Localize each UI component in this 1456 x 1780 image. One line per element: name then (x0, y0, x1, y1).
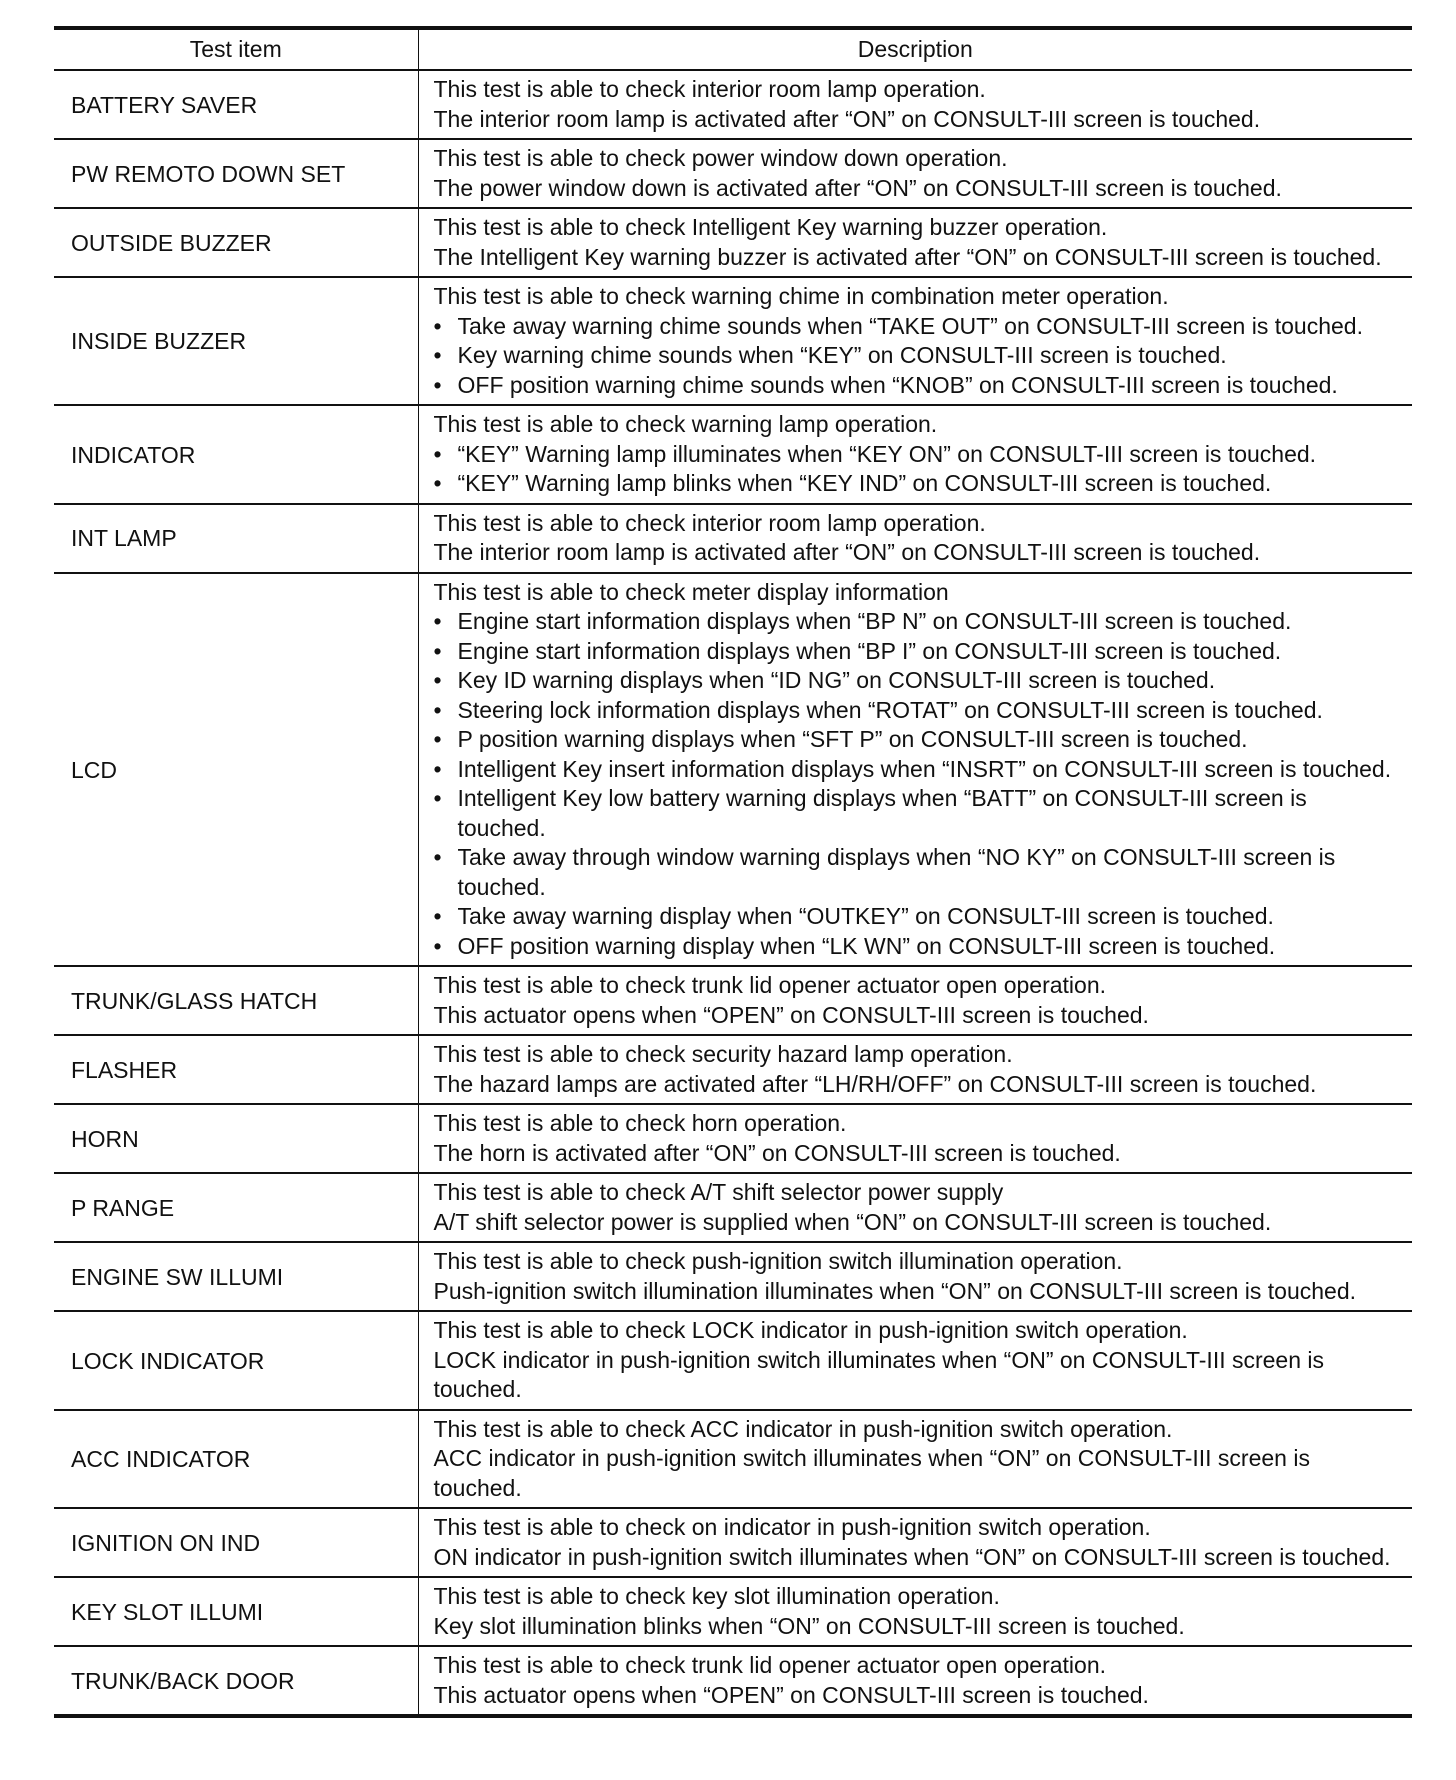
test-item-cell: LOCK INDICATOR (54, 1311, 418, 1410)
description-bullet: • Steering lock information displays when “ROTAT” on CONSULT-III screen is touched. (434, 696, 1407, 726)
test-item-cell: ENGINE SW ILLUMI (54, 1242, 418, 1311)
description-line: This test is able to check horn operation. (433, 1110, 847, 1136)
description-bullet: • Take away warning chime sounds when “TAKE OUT” on CONSULT-III screen is touched. (434, 312, 1407, 342)
description-line: This test is able to check ACC indicator in push-ignition switch operation. (433, 1415, 1173, 1442)
description-line: This test is able to check push-ignition switch illumination operation. (433, 1248, 1123, 1274)
table-row (54, 1311, 1412, 1410)
test-item-cell: INT LAMP (54, 504, 418, 573)
description-cell (418, 405, 1412, 504)
table-row (54, 1173, 1412, 1242)
test-item-cell: PW REMOTO DOWN SET (54, 139, 418, 208)
description-line: The horn is activated after “ON” on CONSULT-III screen is touched. (433, 1139, 1121, 1166)
description-cell (418, 1242, 1412, 1311)
table-row (54, 70, 1412, 139)
description-line: The power window down is activated after “ON” on CONSULT-III screen is touched. (433, 174, 1282, 201)
description-cell (418, 1035, 1412, 1104)
table-row (54, 1646, 1412, 1716)
description-bullet: • Engine start information displays when “BP I” on CONSULT-III screen is touched. (434, 637, 1407, 667)
description-line: touched. (433, 1376, 522, 1402)
description-bullet: • OFF position warning chime sounds when “KNOB” on CONSULT-III screen is touched. (434, 371, 1407, 401)
description-line: ON indicator in push-ignition switch illuminates when “ON” on CONSULT-III screen is touched. (433, 1543, 1391, 1570)
test-item-cell: FLASHER (54, 1035, 418, 1104)
header-test-item: Test item (54, 28, 418, 70)
test-item-cell: ACC INDICATOR (54, 1410, 418, 1509)
description-cell (418, 277, 1412, 405)
table-row (54, 1104, 1412, 1173)
description-line: This actuator opens when “OPEN” on CONSULT-III screen is touched. (433, 1681, 1149, 1708)
description-line: This test is able to check on indicator in push-ignition switch operation. (433, 1514, 1151, 1540)
description-line: This test is able to check A/T shift selector power supply (433, 1179, 1004, 1205)
description-bullet: • OFF position warning display when “LK WN” on CONSULT-III screen is touched. (434, 932, 1407, 962)
description-cell (418, 1311, 1412, 1410)
description-bullet: • Key ID warning displays when “ID NG” on CONSULT-III screen is touched. (434, 666, 1407, 696)
description-line: Push-ignition switch illumination illuminates when “ON” on CONSULT-III screen is touched. (433, 1277, 1357, 1304)
description-line: Key slot illumination blinks when “ON” on CONSULT-III screen is touched. (433, 1612, 1185, 1639)
description-cell (418, 70, 1412, 139)
description-cell (418, 504, 1412, 573)
description-line: This test is able to check interior room lamp operation. (433, 76, 986, 102)
description-line: This test is able to check LOCK indicator in push-ignition switch operation. (433, 1317, 1188, 1343)
description-line: This actuator opens when “OPEN” on CONSULT-III screen is touched. (433, 1001, 1149, 1028)
table-row (54, 208, 1412, 277)
table-row (54, 1508, 1412, 1577)
description-cell (418, 208, 1412, 277)
description-line: This test is able to check warning lamp operation. (433, 411, 938, 437)
description-bullet: • Intelligent Key insert information displays when “INSRT” on CONSULT-III screen is touched. (434, 755, 1407, 785)
description-cell (418, 1508, 1412, 1577)
description-line: The interior room lamp is activated after “ON” on CONSULT-III screen is touched. (433, 539, 1261, 565)
description-bullet: • Take away through window warning displays when “NO KY” on CONSULT-III screen is touched. (434, 843, 1407, 902)
description-cell (418, 1646, 1412, 1716)
table-row (54, 1410, 1412, 1509)
description-line: This test is able to check security hazard lamp operation. (433, 1041, 1013, 1067)
description-cell (418, 1410, 1412, 1509)
table-header-row (54, 28, 1412, 70)
description-line: A/T shift selector power is supplied when “ON” on CONSULT-III screen is touched. (433, 1208, 1272, 1235)
table-row (54, 405, 1412, 504)
test-item-cell: P RANGE (54, 1173, 418, 1242)
description-line: ACC indicator in push-ignition switch illuminates when “ON” on CONSULT-III screen is (433, 1445, 1310, 1471)
description-bullet: • P position warning displays when “SFT P” on CONSULT-III screen is touched. (434, 725, 1407, 755)
description-cell (418, 1104, 1412, 1173)
table-row (54, 504, 1412, 573)
description-bullet: • “KEY” Warning lamp blinks when “KEY IND” on CONSULT-III screen is touched. (434, 469, 1407, 499)
description-cell (418, 966, 1412, 1035)
description-line: The Intelligent Key warning buzzer is activated after “ON” on CONSULT-III screen is touched. (433, 243, 1382, 270)
description-bullet: • Intelligent Key low battery warning displays when “BATT” on CONSULT-III screen is touched. (434, 784, 1407, 843)
header-description: Description (857, 35, 973, 62)
description-cell (418, 573, 1412, 967)
description-line: This test is able to check power window down operation. (433, 145, 1008, 171)
test-item-cell: LCD (54, 573, 418, 967)
table-row (54, 966, 1412, 1035)
description-line: touched. (433, 1474, 522, 1501)
table-row (54, 1035, 1412, 1104)
description-line: This test is able to check key slot illumination operation. (433, 1583, 1000, 1609)
description-bullet: • Take away warning display when “OUTKEY” on CONSULT-III screen is touched. (434, 902, 1407, 932)
description-bullet: • Key warning chime sounds when “KEY” on CONSULT-III screen is touched. (434, 341, 1407, 371)
test-item-cell: HORN (54, 1104, 418, 1173)
description-bullet: • Engine start information displays when “BP N” on CONSULT-III screen is touched. (434, 607, 1407, 637)
description-line: The interior room lamp is activated after “ON” on CONSULT-III screen is touched. (433, 105, 1261, 132)
description-line: This test is able to check interior room lamp operation. (433, 509, 986, 536)
description-cell (418, 1577, 1412, 1646)
description-line: This test is able to check warning chime in combination meter operation. (433, 283, 1169, 309)
description-line: The hazard lamps are activated after “LH/RH/OFF” on CONSULT-III screen is touched. (433, 1070, 1317, 1097)
test-item-cell: INDICATOR (54, 405, 418, 504)
description-line: This test is able to check meter display information (433, 578, 949, 605)
description-line: This test is able to check trunk lid opener actuator open operation. (433, 972, 1107, 998)
table-row (54, 1242, 1412, 1311)
description-line: This test is able to check Intelligent Key warning buzzer operation. (433, 214, 1108, 240)
test-item-cell: TRUNK/BACK DOOR (54, 1646, 418, 1716)
test-item-cell: INSIDE BUZZER (54, 277, 418, 405)
description-bullet: • “KEY” Warning lamp illuminates when “KEY ON” on CONSULT-III screen is touched. (434, 440, 1407, 470)
test-item-cell: TRUNK/GLASS HATCH (54, 966, 418, 1035)
table-row (54, 573, 1412, 967)
description-cell (418, 139, 1412, 208)
table-row (54, 139, 1412, 208)
description-line: LOCK indicator in push-ignition switch illuminates when “ON” on CONSULT-III screen is (433, 1346, 1325, 1373)
test-item-cell: IGNITION ON IND (54, 1508, 418, 1577)
test-item-cell: OUTSIDE BUZZER (54, 208, 418, 277)
description-line: This test is able to check trunk lid opener actuator open operation. (433, 1652, 1107, 1678)
test-item-cell: KEY SLOT ILLUMI (54, 1577, 418, 1646)
table-row (54, 1577, 1412, 1646)
test-item-cell: BATTERY SAVER (54, 70, 418, 139)
description-cell (418, 1173, 1412, 1242)
table-row (54, 277, 1412, 405)
test-item-table (54, 26, 1412, 1718)
